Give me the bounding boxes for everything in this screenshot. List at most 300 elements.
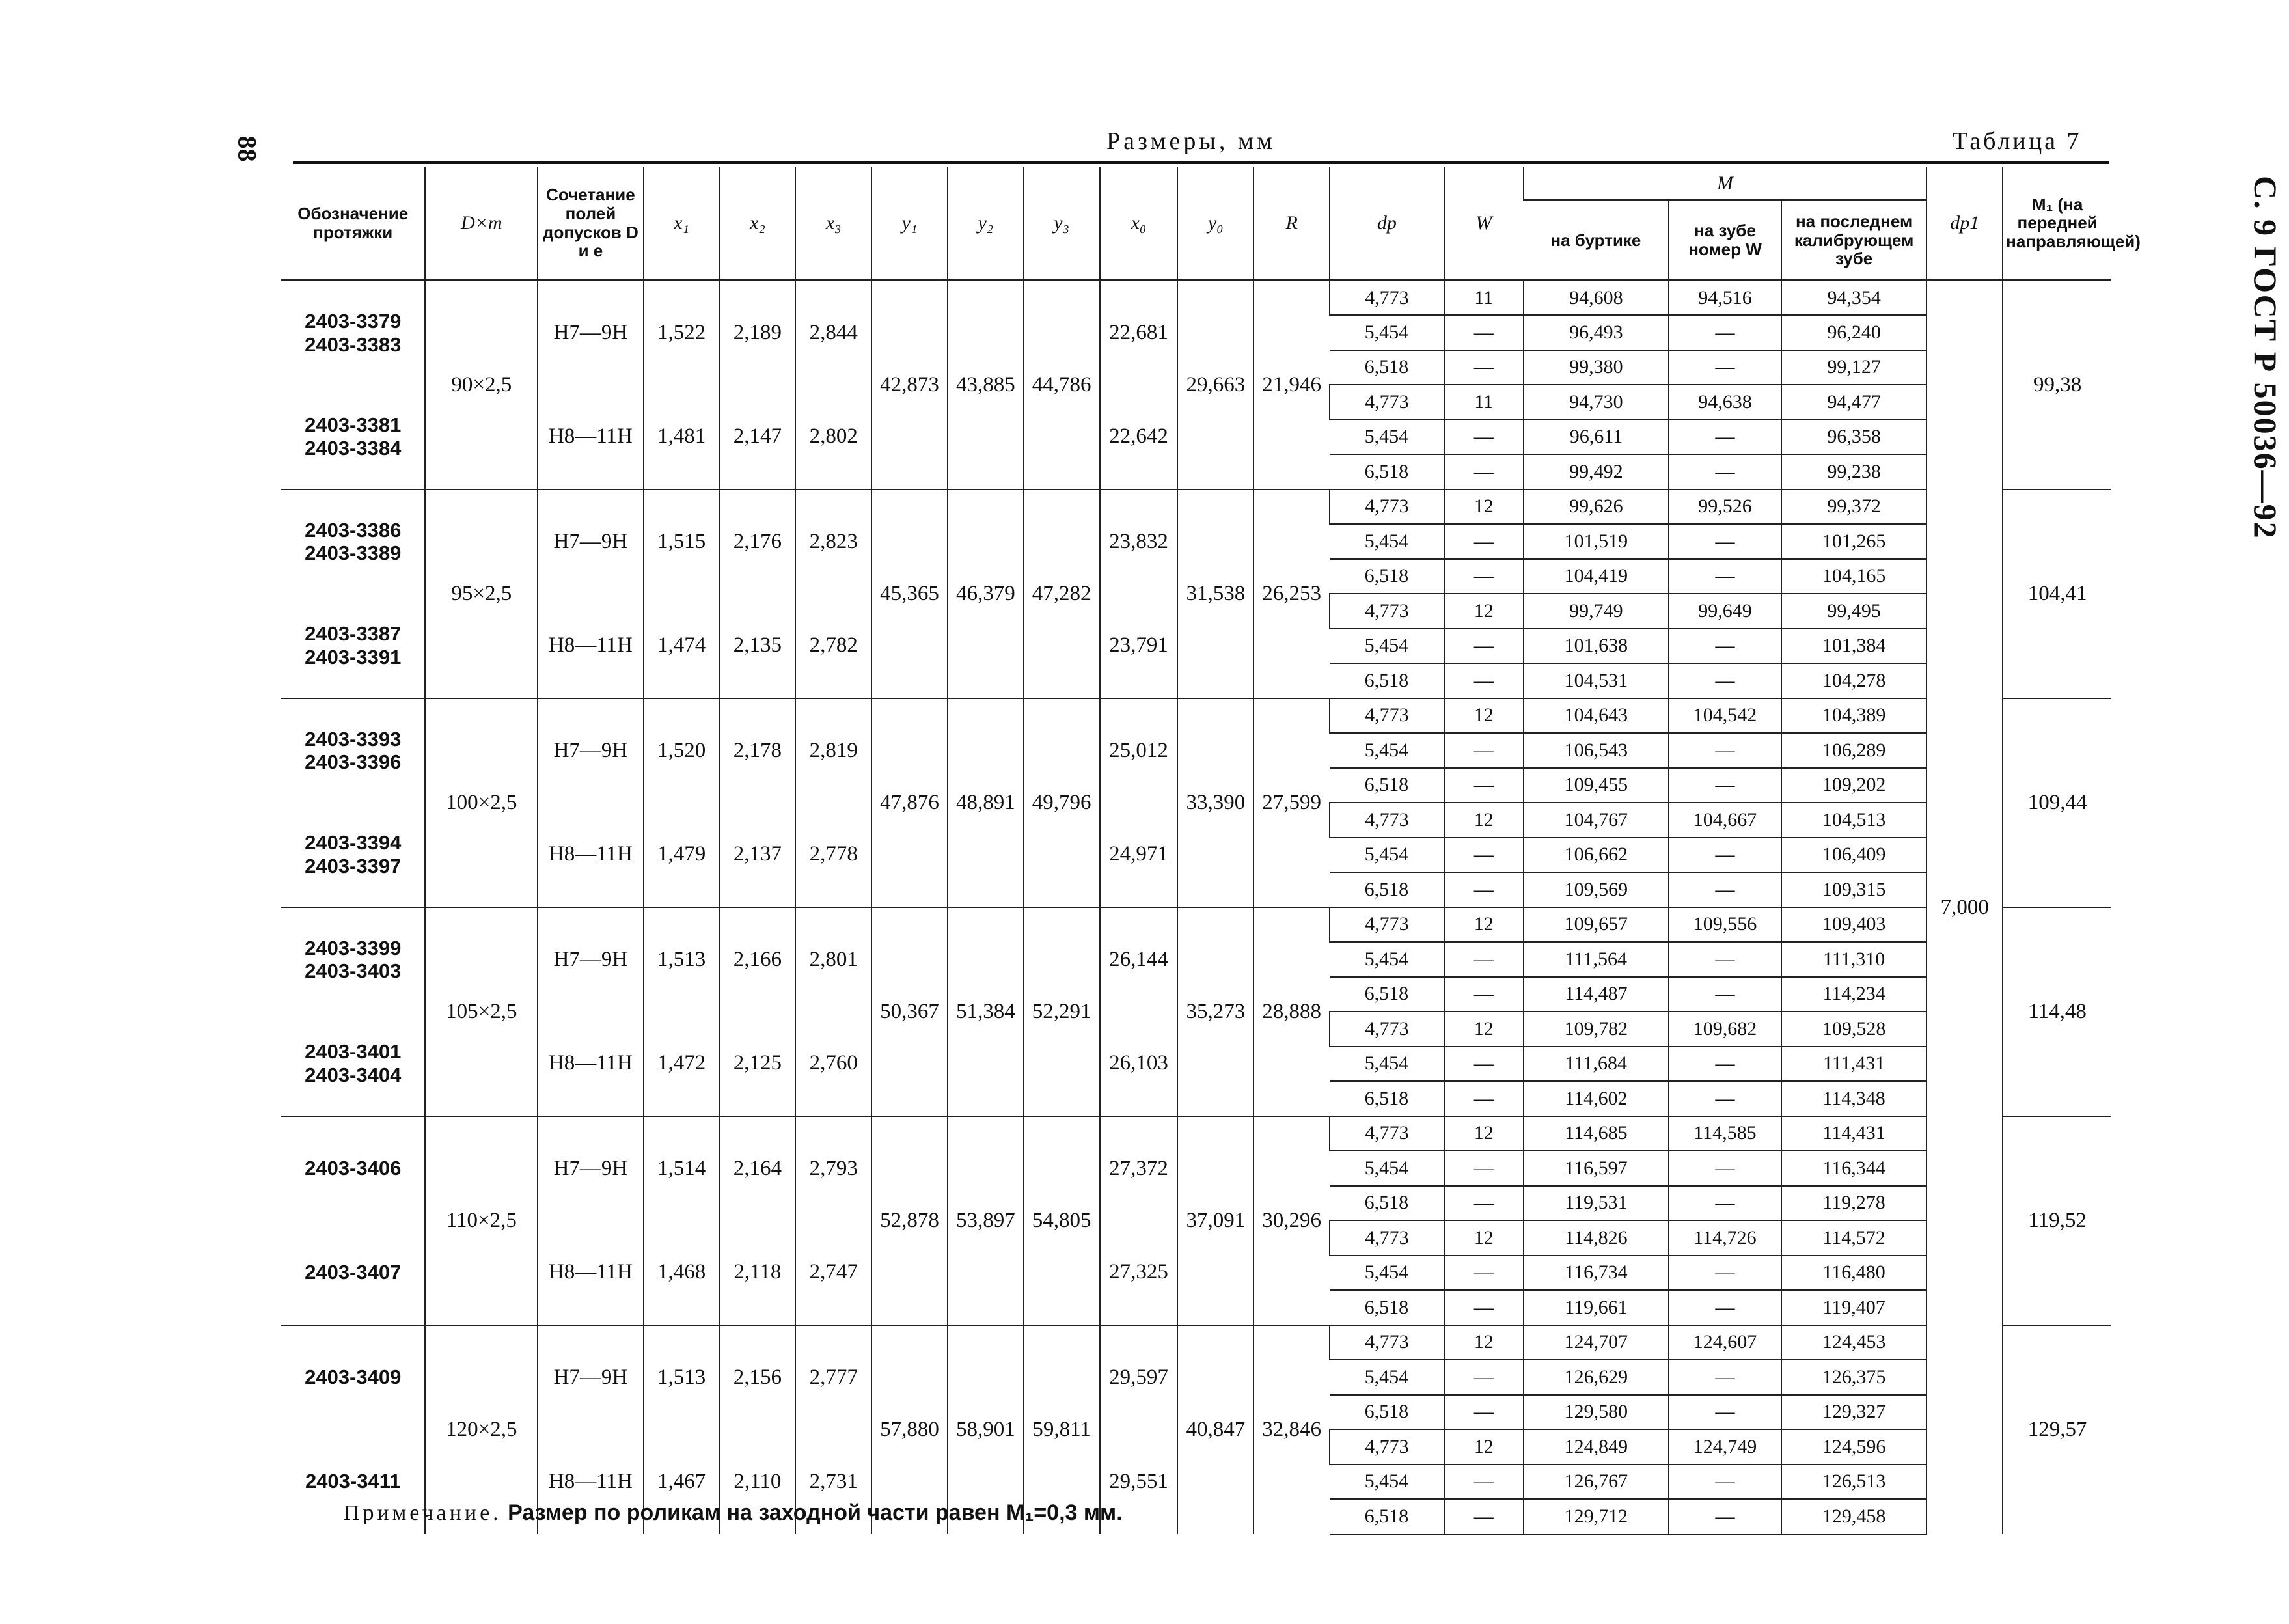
m-tooth-cell: — — [1669, 1290, 1781, 1325]
m-last-cell: 126,513 — [1781, 1465, 1927, 1500]
m-tooth-cell: — — [1669, 524, 1781, 559]
w-cell: — — [1444, 1081, 1524, 1116]
w-cell: 11 — [1444, 385, 1524, 420]
tolerance-cell: H7—9H — [538, 1325, 644, 1430]
col-m-last: на последнем калибрующем зубе — [1781, 200, 1927, 281]
x0-cell: 22,681 — [1100, 281, 1178, 385]
designation-code: 2403-3381 — [305, 413, 402, 437]
designation-code: 2403-3401 — [305, 1040, 402, 1064]
dp-cell: 4,773 — [1330, 1429, 1444, 1465]
col-m-tooth: на зубе номер W — [1669, 200, 1781, 281]
x2-cell: 2,164 — [719, 1116, 795, 1221]
w-cell: — — [1444, 420, 1524, 455]
w-cell: — — [1444, 315, 1524, 350]
designation-cell — [281, 1220, 425, 1325]
m-bead-cell: 114,487 — [1524, 977, 1669, 1012]
designation-code: 2403-3379 — [305, 309, 402, 333]
w-cell: — — [1444, 454, 1524, 489]
x3-cell: 2,782 — [795, 594, 871, 698]
dp-cell: 5,454 — [1330, 1465, 1444, 1500]
m-bead-cell: 106,662 — [1524, 838, 1669, 873]
m-bead-cell: 111,564 — [1524, 942, 1669, 977]
x3-cell: 2,793 — [795, 1116, 871, 1221]
tolerance-cell: H8—11H — [538, 1429, 644, 1534]
m-bead-cell: 96,611 — [1524, 420, 1669, 455]
x2-cell: 2,156 — [719, 1325, 795, 1430]
y1-cell: 57,880 — [871, 1325, 948, 1534]
m1-cell: 109,44 — [2003, 698, 2111, 907]
w-cell: — — [1444, 350, 1524, 385]
x0-cell: 26,144 — [1100, 907, 1178, 1012]
r-cell: 27,599 — [1254, 698, 1330, 907]
m-last-cell: 109,528 — [1781, 1012, 1927, 1047]
w-cell: — — [1444, 559, 1524, 594]
m-tooth-cell: 99,649 — [1669, 594, 1781, 629]
col-y3: y₃ — [1024, 167, 1100, 281]
r-cell: 30,296 — [1254, 1116, 1330, 1325]
r-cell: 26,253 — [1254, 489, 1330, 698]
dp-cell: 6,518 — [1330, 977, 1444, 1012]
m-bead-cell: 101,638 — [1524, 629, 1669, 664]
m-tooth-cell: — — [1669, 1047, 1781, 1082]
dp-cell: 5,454 — [1330, 524, 1444, 559]
m-bead-cell: 116,734 — [1524, 1256, 1669, 1291]
dp-cell: 4,773 — [1330, 1116, 1444, 1151]
col-m1: M₁ (на передней направляющей) — [2003, 167, 2111, 281]
m1-cell: 119,52 — [2003, 1116, 2111, 1325]
tolerance-cell: H8—11H — [538, 1220, 644, 1325]
designation-code: 2403-3404 — [305, 1063, 402, 1086]
m-last-cell: 99,127 — [1781, 350, 1927, 385]
m-bead-cell: 124,849 — [1524, 1429, 1669, 1465]
designation-cell — [281, 907, 425, 1012]
x3-cell: 2,731 — [795, 1429, 871, 1534]
standard-title: С. 9 ГОСТ Р 50036—92 — [2247, 176, 2284, 540]
dxm-cell: 90×2,5 — [425, 281, 538, 489]
m-tooth-cell: — — [1669, 942, 1781, 977]
m-tooth-cell: — — [1669, 1081, 1781, 1116]
x0-cell: 29,597 — [1100, 1325, 1178, 1430]
dimensions-table — [281, 167, 2141, 1535]
col-dp: dp — [1330, 167, 1444, 281]
x1-cell: 1,515 — [644, 489, 720, 594]
m-last-cell: 114,431 — [1781, 1116, 1927, 1151]
designation-code: 2403-3384 — [305, 436, 402, 460]
x2-cell: 2,125 — [719, 1012, 795, 1116]
x0-cell: 24,971 — [1100, 803, 1178, 907]
m-last-cell: 114,234 — [1781, 977, 1927, 1012]
m-bead-cell: 124,707 — [1524, 1325, 1669, 1360]
m-bead-cell: 119,531 — [1524, 1186, 1669, 1221]
col-dp1: dp1 — [1926, 167, 2003, 281]
m-last-cell: 114,348 — [1781, 1081, 1927, 1116]
m1-cell: 129,57 — [2003, 1325, 2111, 1534]
dp-cell: 6,518 — [1330, 1186, 1444, 1221]
designation-cell — [281, 594, 425, 698]
m-last-cell: 104,389 — [1781, 698, 1927, 734]
y0-cell: 40,847 — [1177, 1325, 1254, 1534]
col-m: M — [1524, 167, 1927, 200]
x0-cell: 23,832 — [1100, 489, 1178, 594]
designation-cell — [281, 385, 425, 489]
w-cell: 12 — [1444, 594, 1524, 629]
m-tooth-cell: — — [1669, 977, 1781, 1012]
dp-cell: 6,518 — [1330, 454, 1444, 489]
table-row — [281, 489, 2111, 525]
dp-cell: 5,454 — [1330, 733, 1444, 768]
tolerance-cell: H7—9H — [538, 489, 644, 594]
x3-cell: 2,802 — [795, 385, 871, 489]
designation-code: 2403-3397 — [305, 854, 402, 877]
m-tooth-cell: — — [1669, 1465, 1781, 1500]
y0-cell: 33,390 — [1177, 698, 1254, 907]
m-tooth-cell: — — [1669, 454, 1781, 489]
m-tooth-cell: 109,682 — [1669, 1012, 1781, 1047]
designation-code: 2403-3393 — [305, 727, 402, 750]
m-tooth-cell: 114,726 — [1669, 1220, 1781, 1256]
designation-code: 2403-3403 — [305, 959, 402, 983]
m-tooth-cell: — — [1669, 1256, 1781, 1291]
x1-cell: 1,468 — [644, 1220, 720, 1325]
m-last-cell: 116,480 — [1781, 1256, 1927, 1291]
dp-cell: 6,518 — [1330, 1395, 1444, 1430]
y2-cell: 46,379 — [948, 489, 1024, 698]
col-x2: x₂ — [719, 167, 795, 281]
dp-cell: 6,518 — [1330, 768, 1444, 803]
designation-cell — [281, 1116, 425, 1221]
x2-cell: 2,178 — [719, 698, 795, 803]
m-last-cell: 96,358 — [1781, 420, 1927, 455]
designation-cell — [281, 1012, 425, 1116]
m-bead-cell: 106,543 — [1524, 733, 1669, 768]
table-label: Таблица 7 — [1953, 128, 2082, 155]
m-tooth-cell: — — [1669, 838, 1781, 873]
m-tooth-cell: — — [1669, 733, 1781, 768]
m-last-cell: 124,596 — [1781, 1429, 1927, 1465]
m-last-cell: 109,315 — [1781, 872, 1927, 907]
m-last-cell: 106,289 — [1781, 733, 1927, 768]
x2-cell: 2,176 — [719, 489, 795, 594]
m-last-cell: 109,202 — [1781, 768, 1927, 803]
m-bead-cell: 109,569 — [1524, 872, 1669, 907]
y3-cell: 44,786 — [1024, 281, 1100, 489]
tolerance-cell: H8—11H — [538, 1012, 644, 1116]
y3-cell: 47,282 — [1024, 489, 1100, 698]
w-cell: 12 — [1444, 489, 1524, 525]
col-w: W — [1444, 167, 1524, 281]
m-tooth-cell: — — [1669, 1151, 1781, 1186]
m-tooth-cell: 94,516 — [1669, 281, 1781, 316]
w-cell: — — [1444, 1395, 1524, 1430]
m-last-cell: 116,344 — [1781, 1151, 1927, 1186]
w-cell: — — [1444, 1256, 1524, 1291]
m-tooth-cell: — — [1669, 420, 1781, 455]
m1-cell: 104,41 — [2003, 489, 2111, 698]
w-cell: — — [1444, 1151, 1524, 1186]
m-tooth-cell: 109,556 — [1669, 907, 1781, 943]
x3-cell: 2,801 — [795, 907, 871, 1012]
col-dxm: D×m — [425, 167, 538, 281]
x2-cell: 2,147 — [719, 385, 795, 489]
dp-cell: 5,454 — [1330, 1047, 1444, 1082]
col-designation: Обозначение протяжки — [281, 167, 425, 281]
m-tooth-cell: 124,607 — [1669, 1325, 1781, 1360]
w-cell: 11 — [1444, 281, 1524, 316]
m-last-cell: 106,409 — [1781, 838, 1927, 873]
m1-cell: 99,38 — [2003, 281, 2111, 489]
x0-cell: 27,372 — [1100, 1116, 1178, 1221]
tolerance-cell: H8—11H — [538, 803, 644, 907]
m-tooth-cell: — — [1669, 629, 1781, 664]
m-tooth-cell: — — [1669, 1360, 1781, 1395]
y2-cell: 43,885 — [948, 281, 1024, 489]
x2-cell: 2,137 — [719, 803, 795, 907]
designation-code: 2403-3407 — [305, 1260, 402, 1284]
m-last-cell: 129,327 — [1781, 1395, 1927, 1430]
dp-cell: 4,773 — [1330, 594, 1444, 629]
w-cell: — — [1444, 1465, 1524, 1500]
dp-cell: 4,773 — [1330, 281, 1444, 316]
x1-cell: 1,520 — [644, 698, 720, 803]
m-last-cell: 99,495 — [1781, 594, 1927, 629]
dp-cell: 6,518 — [1330, 559, 1444, 594]
x1-cell: 1,522 — [644, 281, 720, 385]
m-tooth-cell: — — [1669, 315, 1781, 350]
m-last-cell: 99,372 — [1781, 489, 1927, 525]
r-cell: 2‍1,946 — [1254, 281, 1330, 489]
m-last-cell: 109,403 — [1781, 907, 1927, 943]
m-last-cell: 114,572 — [1781, 1220, 1927, 1256]
y3-cell: 59,811 — [1024, 1325, 1100, 1534]
x1-cell: 1,514 — [644, 1116, 720, 1221]
x1-cell: 1,472 — [644, 1012, 720, 1116]
w-cell: 12 — [1444, 1429, 1524, 1465]
dxm-cell: 120×2,5 — [425, 1325, 538, 1534]
w-cell: — — [1444, 1047, 1524, 1082]
designation-code: 2403-3399 — [305, 936, 402, 959]
m-last-cell: 99,238 — [1781, 454, 1927, 489]
x3-cell: 2,778 — [795, 803, 871, 907]
dp-cell: 5,454 — [1330, 1256, 1444, 1291]
tolerance-cell: H7—9H — [538, 1116, 644, 1221]
w-cell: 12 — [1444, 1012, 1524, 1047]
w-cell: 12 — [1444, 803, 1524, 838]
dp-cell: 4,773 — [1330, 385, 1444, 420]
m-bead-cell: 116,597 — [1524, 1151, 1669, 1186]
x0-cell: 25,012 — [1100, 698, 1178, 803]
note-lead: Примечание. — [344, 1501, 502, 1525]
m-last-cell: 96,240 — [1781, 315, 1927, 350]
m-bead-cell: 119,661 — [1524, 1290, 1669, 1325]
table-row — [281, 698, 2111, 734]
w-cell: 12 — [1444, 1325, 1524, 1360]
r-cell: 28,888 — [1254, 907, 1330, 1116]
x2-cell: 2,166 — [719, 907, 795, 1012]
designation-code: 2403-3383 — [305, 333, 402, 356]
dxm-cell: 100×2,5 — [425, 698, 538, 907]
page-number: 88 — [232, 135, 262, 162]
dp-cell: 4,773 — [1330, 1012, 1444, 1047]
m-tooth-cell: — — [1669, 1186, 1781, 1221]
m-bead-cell: 129,580 — [1524, 1395, 1669, 1430]
w-cell: 12 — [1444, 907, 1524, 943]
m-bead-cell: 94,730 — [1524, 385, 1669, 420]
m-bead-cell: 104,419 — [1524, 559, 1669, 594]
w-cell: — — [1444, 1290, 1524, 1325]
m-last-cell: 124,453 — [1781, 1325, 1927, 1360]
m-bead-cell: 126,629 — [1524, 1360, 1669, 1395]
w-cell: — — [1444, 1186, 1524, 1221]
tolerance-cell: H8—11H — [538, 594, 644, 698]
m-bead-cell: 126,767 — [1524, 1465, 1669, 1500]
dp-cell: 5,454 — [1330, 942, 1444, 977]
w-cell: 12 — [1444, 698, 1524, 734]
x3-cell: 2,747 — [795, 1220, 871, 1325]
dp-cell: 4,773 — [1330, 489, 1444, 525]
designation-code: 2403-3386 — [305, 518, 402, 542]
tolerance-cell: H7—9H — [538, 281, 644, 385]
dp-cell: 5,454 — [1330, 1360, 1444, 1395]
dp-cell: 6,518 — [1330, 1290, 1444, 1325]
m-tooth-cell: 94,638 — [1669, 385, 1781, 420]
y1-cell: 42,873 — [871, 281, 948, 489]
x1-cell: 1,481 — [644, 385, 720, 489]
dp-cell: 6,518 — [1330, 1499, 1444, 1534]
x1-cell: 1,479 — [644, 803, 720, 907]
tolerance-cell: H8—11H — [538, 385, 644, 489]
col-x3: x₃ — [795, 167, 871, 281]
y3-cell: 49,796 — [1024, 698, 1100, 907]
m-bead-cell: 111,684 — [1524, 1047, 1669, 1082]
designation-code: 2403-3411 — [305, 1470, 401, 1493]
x0-cell: 23,791 — [1100, 594, 1178, 698]
dp-cell: 4,773 — [1330, 698, 1444, 734]
r-cell: 32,846 — [1254, 1325, 1330, 1534]
m-last-cell: 119,407 — [1781, 1290, 1927, 1325]
designation-code: 2403-3387 — [305, 622, 402, 646]
m-last-cell: 101,384 — [1781, 629, 1927, 664]
dp-cell: 5,454 — [1330, 838, 1444, 873]
col-r: R — [1254, 167, 1330, 281]
x2-cell: 2,189 — [719, 281, 795, 385]
dp-cell: 4,773 — [1330, 1325, 1444, 1360]
x2-cell: 2,118 — [719, 1220, 795, 1325]
x3-cell: 2,819 — [795, 698, 871, 803]
dp-cell: 6,518 — [1330, 1081, 1444, 1116]
m-bead-cell: 94,608 — [1524, 281, 1669, 316]
x0-cell: 27,325 — [1100, 1220, 1178, 1325]
m-bead-cell: 104,531 — [1524, 663, 1669, 698]
x3-cell: 2,844 — [795, 281, 871, 385]
dp-cell: 4,773 — [1330, 803, 1444, 838]
w-cell: — — [1444, 838, 1524, 873]
x1-cell: 1,513 — [644, 1325, 720, 1430]
dxm-cell: 105×2,5 — [425, 907, 538, 1116]
m-bead-cell: 99,626 — [1524, 489, 1669, 525]
y2-cell: 48,891 — [948, 698, 1024, 907]
m-tooth-cell: — — [1669, 350, 1781, 385]
m-last-cell: 94,354 — [1781, 281, 1927, 316]
designation-cell — [281, 281, 425, 385]
m-last-cell: 111,431 — [1781, 1047, 1927, 1082]
m-tooth-cell: — — [1669, 872, 1781, 907]
m-bead-cell: 99,492 — [1524, 454, 1669, 489]
dp-cell: 5,454 — [1330, 315, 1444, 350]
designation-cell — [281, 1325, 425, 1430]
w-cell: — — [1444, 733, 1524, 768]
designation-cell — [281, 698, 425, 803]
y2-cell: 53,897 — [948, 1116, 1024, 1325]
m-bead-cell: 109,782 — [1524, 1012, 1669, 1047]
y2-cell: 58,901 — [948, 1325, 1024, 1534]
table-row — [281, 1116, 2111, 1151]
y1-cell: 50,367 — [871, 907, 948, 1116]
designation-cell — [281, 489, 425, 594]
col-y0: y₀ — [1177, 167, 1254, 281]
m-tooth-cell: 104,542 — [1669, 698, 1781, 734]
w-cell: — — [1444, 629, 1524, 664]
m-bead-cell: 101,519 — [1524, 524, 1669, 559]
col-x1: x₁ — [644, 167, 720, 281]
m-bead-cell: 129,712 — [1524, 1499, 1669, 1534]
dp-cell: 4,773 — [1330, 907, 1444, 943]
m-last-cell: 119,278 — [1781, 1186, 1927, 1221]
top-rule — [293, 161, 2109, 164]
m-bead-cell: 109,657 — [1524, 907, 1669, 943]
m-tooth-cell: 99,526 — [1669, 489, 1781, 525]
designation-code: 2403-3396 — [305, 750, 402, 774]
y1-cell: 47,876 — [871, 698, 948, 907]
m-bead-cell: 99,380 — [1524, 350, 1669, 385]
y0-cell: 31,538 — [1177, 489, 1254, 698]
designation-code: 2403-3389 — [305, 542, 402, 565]
table-note — [344, 1500, 1123, 1526]
dxm-cell: 95×2,5 — [425, 489, 538, 698]
designation-code: 2403-3406 — [305, 1157, 402, 1180]
col-y2: y₂ — [948, 167, 1024, 281]
m-last-cell: 104,513 — [1781, 803, 1927, 838]
x3-cell: 2,823 — [795, 489, 871, 594]
m-bead-cell: 104,767 — [1524, 803, 1669, 838]
m-last-cell: 129,458 — [1781, 1499, 1927, 1534]
col-tolerance: Сочетание полей допусков D и e — [538, 167, 644, 281]
designation-code: 2403-3394 — [305, 831, 402, 855]
m-last-cell: 111,310 — [1781, 942, 1927, 977]
x0-cell: 22,642 — [1100, 385, 1178, 489]
dp-cell: 6,518 — [1330, 872, 1444, 907]
dp-cell: 6,518 — [1330, 350, 1444, 385]
dp-cell: 5,454 — [1330, 629, 1444, 664]
m-bead-cell: 114,685 — [1524, 1116, 1669, 1151]
w-cell: — — [1444, 1360, 1524, 1395]
m-tooth-cell: — — [1669, 768, 1781, 803]
tolerance-cell: H7—9H — [538, 907, 644, 1012]
m-bead-cell: 99,749 — [1524, 594, 1669, 629]
m-tooth-cell: 114,585 — [1669, 1116, 1781, 1151]
x0-cell: 29,551 — [1100, 1429, 1178, 1534]
col-y1: y₁ — [871, 167, 948, 281]
dp-cell: 4,773 — [1330, 1220, 1444, 1256]
m-tooth-cell: — — [1669, 663, 1781, 698]
col-x0: x₀ — [1100, 167, 1178, 281]
dxm-cell: 110×2,5 — [425, 1116, 538, 1325]
table-row — [281, 281, 2111, 316]
m-last-cell: 126,375 — [1781, 1360, 1927, 1395]
x3-cell: 2,760 — [795, 1012, 871, 1116]
table-body — [281, 281, 2111, 1534]
m-last-cell: 104,278 — [1781, 663, 1927, 698]
w-cell: — — [1444, 942, 1524, 977]
